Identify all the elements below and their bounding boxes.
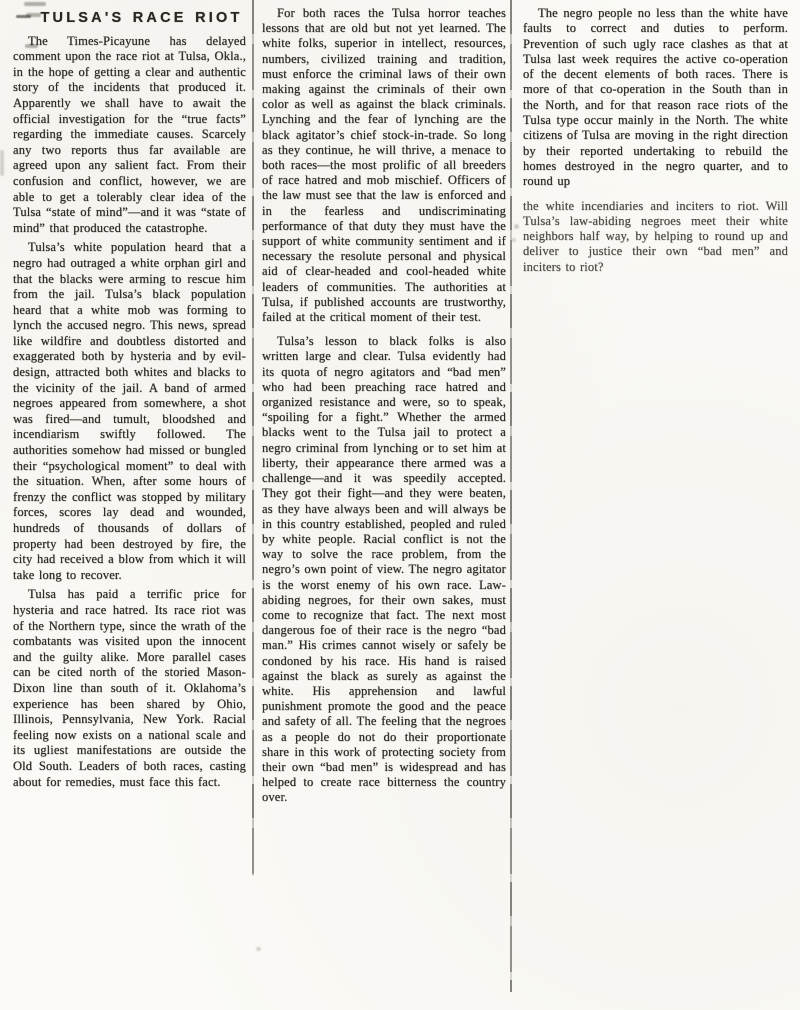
print-smudge-artifact xyxy=(256,947,261,951)
paragraph: The negro people no less than the white have faults to correct and duties to perform. Prevention of such ugly race clashes as that at Tulsa last week requires the active co-operation of the decent elements of both races. There is more of that co-operation in the South than in the North, and for that reason race riots of the Tulsa type occur mainly in the North. The white citizens of Tulsa are moving in the right direction by their reported undertaking to rebuild the homes destroyed in the negro quarter, and to round up xyxy=(523,6,788,189)
paragraph: The Times-Picayune has delayed comment upon the race riot at Tulsa, Okla., in the hope of getting a clear and authentic story of the incidents that produced it. Apparently we shall have to await the official investigation for the “true facts” regarding the immediate causes. Scarcely any two reports thus far available are agreed upon any salient fact. From their confusion and conflict, however, we are able to get a tolerably clear idea of the Tulsa “state of mind”—and it was “state of mind” that produced the catastrophe. xyxy=(13,33,246,235)
column-divider-rule-2 xyxy=(510,0,512,992)
column-1 xyxy=(13,0,246,794)
paragraph: the white incendiaries and inciters to riot. Will Tulsa’s law-abiding negroes meet their white neighbors half way, by helping to round up and deliver to justice their own “bad men” and inciters to riot? xyxy=(523,198,788,274)
paragraph: Tulsa has paid a terrific price for hysteria and race hatred. Its race riot was of the Northern type, since the wrath of the combatants was visited upon the innocent and the guilty alike. More parallel cases can be cited north of the storied Mason-Dixon line than south of it. Oklahoma’s experience has been shared by Ohio, Illinois, Pennsylvania, New York. Racial feeling now exists on a national scale and its ugliest manifestations are outside the Old South. Leaders of both races, casting about for remedies, must face this fact. xyxy=(13,587,246,789)
headline-text: TULSA'S RACE RIOT xyxy=(40,10,243,26)
column-3 xyxy=(523,0,788,279)
paragraph: For both races the Tulsa horror teaches lessons that are old but not yet learned. The white folks, superior in intellect, resources, numbers, civilized training and tradition, must enforce the criminal laws of their own making against the criminals of their own color as well as against the black criminals. Lynching and the fear of lynching are the black agitator’s chief stock-in-trade. So long as they continue, he will thrive, a menace to both races—the most prolific of all breeders of race hatred and mob mischief. Officers of the law must see that the law is enforced and in the fearless and undiscriminating performance of that duty they must have the support of white community sentiment and if necessary the resolute personal and physical aid of clear-headed and cool-headed white leaders of communities. The authorities at Tulsa, if published accounts are trustworthy, failed at the critical moment of their test. xyxy=(262,6,506,325)
print-smudge-artifact xyxy=(514,224,519,229)
print-smudge-artifact xyxy=(0,150,4,176)
column-2 xyxy=(262,0,506,810)
print-smudge-artifact xyxy=(512,238,516,242)
column-divider-rule-1 xyxy=(252,0,254,876)
paragraph: Tulsa’s lesson to black folks is also written large and clear. Tulsa evidently had its quota of negro agitators and “bad men” who had been preaching race hatred and organized resistance and were, so to speak, “spoiling for a fight.” Whether the armed blacks went to the Tulsa jail to protect a negro criminal from lynching or to set him at liberty, their appearance there armed was a challenge—and it was speedily accepted. They got their fight—and they were beaten, as they have always been and will always be in this country established, peopled and ruled by white people. Racial conflict is not the way to solve the race problem, from the negro’s own point of view. The negro agitator is the worst enemy of his own race. Law-abiding negroes, for their own sakes, must come to recognize that fact. The next most dangerous foe of their race is the negro “bad man.” His crimes cannot wisely or safely be condoned by his race. His hand is raised against the black as surely as against the white. His apprehension and lawful punishment promote the good and the peace and safety of all. The feeling that the negroes as a people do not do their proportionate share in this work of protecting society from their own “bad men” is widespread and has helped to create race bitterness the country over. xyxy=(262,334,506,805)
dash-artifact-icon xyxy=(16,15,31,18)
paragraph: Tulsa’s white population heard that a negro had outraged a white orphan girl and that the blacks were arming to rescue him from the jail. Tulsa’s black population heard that a white mob was forming to lynch the accused negro. This news, spread like wildfire and doubtless distorted and exaggerated both by hysteria and by evil-design, attracted both whites and blacks to the vicinity of the jail. A band of armed negroes appeared from somewhere, a shot was fired—and tumult, bloodshed and incendiarism swiftly followed. The authorities somehow had missed or bungled their “psychological moment” to deal with the situation. When, after some hours of frenzy the conflict was stopped by military forces, scores lay dead and wounded, hundreds of thousands of dollars of property had been destroyed by fire, the city had received a blow from which it will take long to recover. xyxy=(13,240,246,582)
article-headline xyxy=(13,11,246,27)
